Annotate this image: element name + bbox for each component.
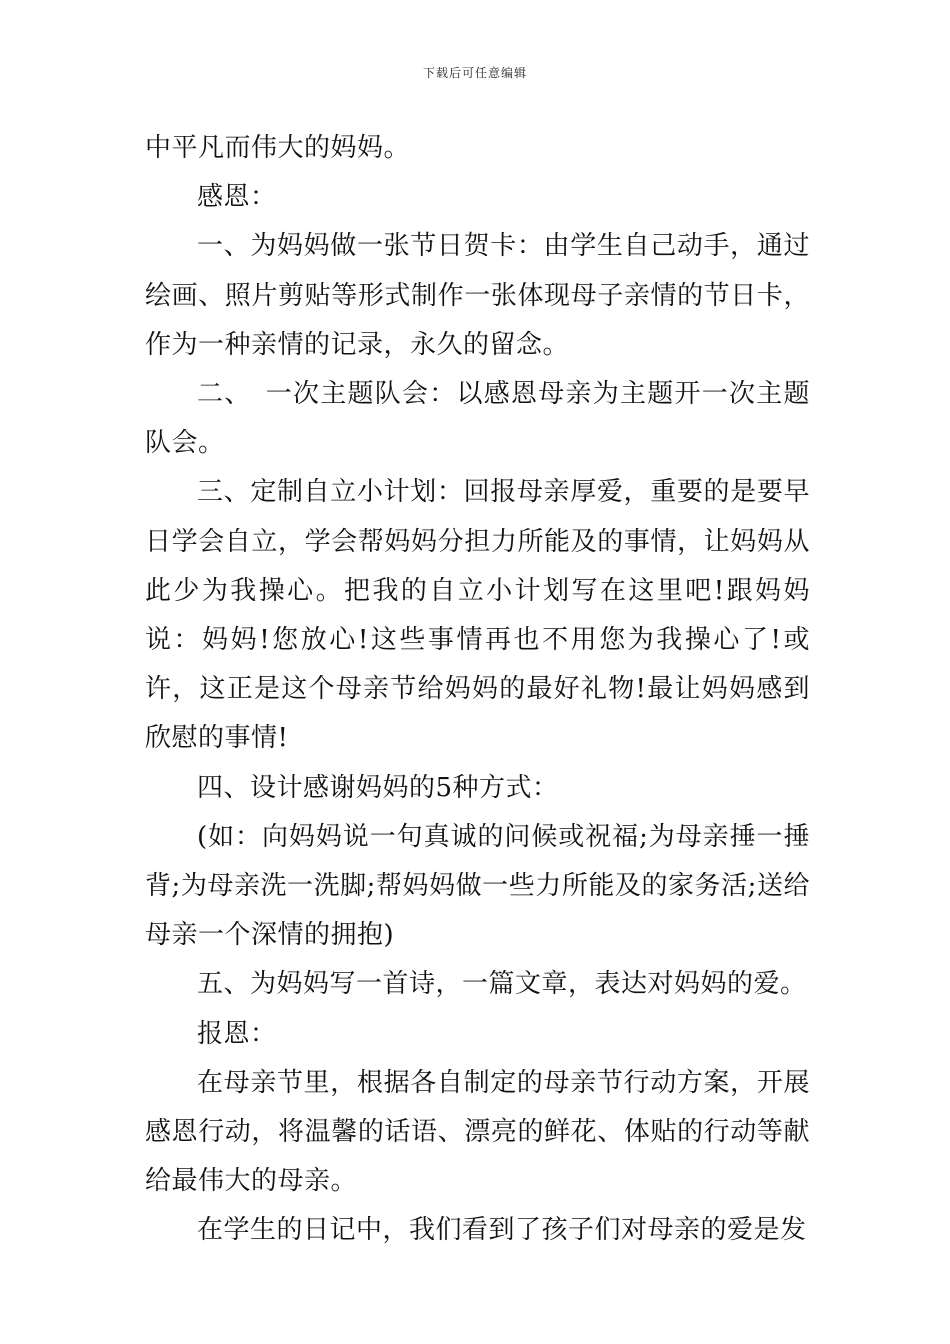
page-header: 下载后可任意编辑 xyxy=(422,66,527,80)
paragraph-item-1: 一、为妈妈做一张节日贺卡：由学生自己动手，通过绘画、照片剪贴等形式制作一张体现母子亲情的节日卡，作为一种亲情的记录，永久的留念。 xyxy=(145,231,810,360)
paragraph-examples: (如：向妈妈说一句真诚的问候或祝福;为母亲捶一捶背;为母亲洗一洗脚;帮妈妈做一些力所能及的家务活;送给母亲一个深情的拥抱) xyxy=(145,821,810,951)
paragraph-action: 在母亲节里，根据各自制定的母亲节行动方案，开展感恩行动，将温馨的话语、漂亮的鲜花、体贴的行动等献给最伟大的母亲。 xyxy=(145,1067,810,1197)
paragraph-continuation: 中平凡而伟大的妈妈。 xyxy=(145,133,411,163)
paragraph-item-2: 二、 一次主题队会：以感恩母亲为主题开一次主题队会。 xyxy=(145,379,810,459)
paragraph-item-3: 三、定制自立小计划：回报母亲厚爱，重要的是要早日学会自立，学会帮妈妈分担力所能及的事情，让妈妈从此少为我操心。把我的自立小计划写在这里吧!跟妈妈说：妈妈!您放心!这些事情再也不用您为我操心了!或许，这正是这个母亲节给妈妈的最好礼物!最让妈妈感到欣慰的事情! xyxy=(145,477,810,754)
section-heading-gratitude: 感恩： xyxy=(197,182,277,213)
section-heading-repay: 报恩： xyxy=(197,1018,277,1049)
paragraph-item-5: 五、为妈妈写一首诗，一篇文章，表达对妈妈的爱。 xyxy=(197,969,807,1000)
paragraph-item-4: 四、设计感谢妈妈的5种方式： xyxy=(197,772,559,803)
document-body xyxy=(145,124,810,1256)
paragraph-diary: 在学生的日记中，我们看到了孩子们对母亲的爱是发 xyxy=(197,1215,807,1246)
